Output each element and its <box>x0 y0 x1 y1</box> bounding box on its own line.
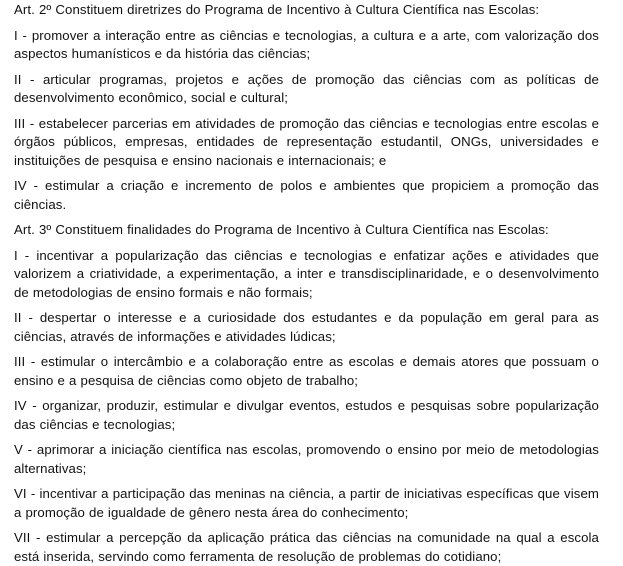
art3-item-v: V - aprimorar a iniciação científica nas escolas, promovendo o ensino por meio de metodologias alternativas; <box>14 442 599 476</box>
art3-item-iv: IV - organizar, produzir, estimular e divulgar eventos, estudos e pesquisas sobre popularização das ciências e tecnologias; <box>14 398 599 432</box>
art2-item-iv: IV - estimular a criação e incremento de polos e ambientes que propiciem a promoção das ciências. <box>14 178 599 212</box>
art3-heading: Art. 3º Constituem finalidades do Programa de Incentivo à Cultura Científica nas Escolas: <box>14 222 549 237</box>
art2-item-ii: II - articular programas, projetos e ações de promoção das ciências com as políticas de desenvolvimento econômico, social e cultural; <box>14 71 599 105</box>
art2-item-iii: III - estabelecer parcerias em atividades de promoção das ciências e tecnologias entre escolas e órgãos públicos, empresas, entidades de representação estudantil, ONGs, universidades e instituições de pesquisa e ensino nacionais e internacionais; e <box>14 115 599 168</box>
art3-item-vi: VI - incentivar a participação das meninas na ciência, a partir de iniciativas específicas que visem a promoção de igualdade de gênero nesta área do conhecimento; <box>14 486 599 520</box>
art3-item-i: I - incentivar a popularização das ciências e tecnologias e enfatizar ações e atividades que valorizem a criatividade, a experimentação, a inter e transdisciplinaridade, e o desenvolvimento de metodologias de ensino formais e não formais; <box>14 247 599 300</box>
art3-item-iii: III - estimular o intercâmbio e a colaboração entre as escolas e demais atores que possuam o ensino e a pesquisa de ciências como objeto de trabalho; <box>14 354 599 388</box>
art2-item-i: I - promover a interação entre as ciências e tecnologias, a cultura e a arte, com valorização dos aspectos humanísticos e da história das ciências; <box>14 27 599 61</box>
art2-heading: Art. 2º Constituem diretrizes do Programa de Incentivo à Cultura Científica nas Escolas: <box>14 2 540 17</box>
art3-item-ii: II - despertar o interesse e a curiosidade dos estudantes e da população em geral para as ciências, através de informações e atividades lúdicas; <box>14 310 599 344</box>
art3-item-vii: VII - estimular a percepção da aplicação prática das ciências na comunidade na qual a escola está inserida, servindo como ferramenta de resolução de problemas do cotidiano; <box>14 530 599 564</box>
